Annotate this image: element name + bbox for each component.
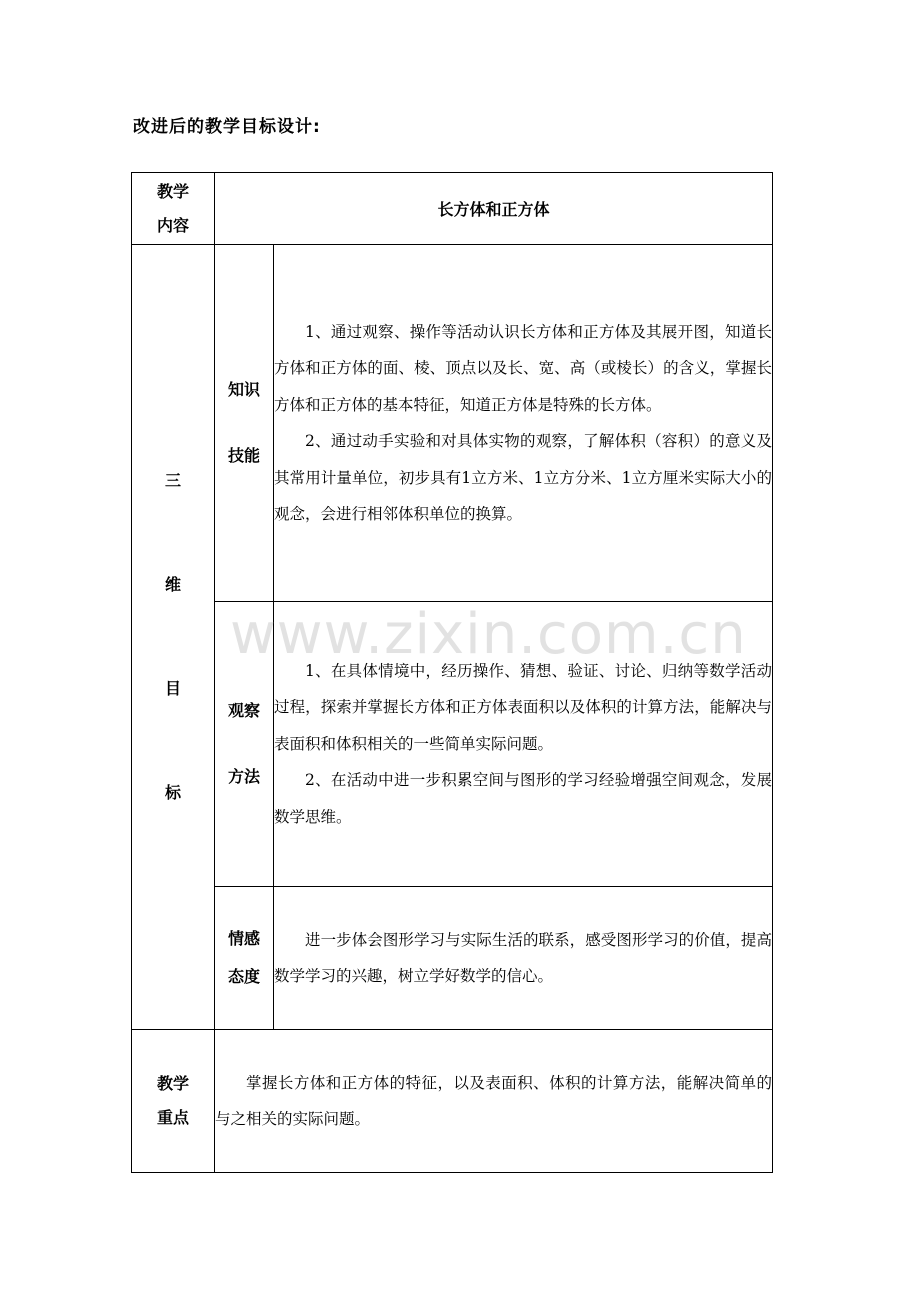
key-paragraph: 掌握长方体和正方体的特征，以及表面积、体积的计算方法，能解决简单的与之相关的实际问题。 — [215, 1073, 773, 1128]
attitude-paragraph-1: 进一步体会图形学习与实际生活的联系，感受图形学习的价值，提高数学学习的兴趣，树立学好数学的信心。 — [274, 930, 773, 985]
method-paragraph-2: 2、在活动中进一步积累空间与图形的学习经验增强空间观念，发展数学思维。 — [274, 771, 773, 826]
attitude-label-line-1: 情感 — [227, 929, 260, 948]
key-label-line-2: 重点 — [156, 1108, 189, 1127]
key-label-line-1: 教学 — [156, 1074, 189, 1093]
content-label-cell — [132, 173, 215, 245]
method-label-cell — [215, 602, 274, 887]
goals-label-char-2: 维 — [164, 575, 181, 594]
knowledge-label-line-2: 技能 — [227, 446, 260, 465]
knowledge-paragraph-2: 2、通过动手实验和对具体实物的观察，了解体积（容积）的意义及其常用计量单位，初步具有1立方米、1立方分米、1立方厘米实际大小的观念，会进行相邻体积单位的换算。 — [274, 432, 773, 523]
attitude-content — [274, 887, 773, 1030]
method-label-line-1: 观察 — [227, 701, 260, 720]
content-title: 长方体和正方体 — [215, 173, 773, 245]
attitude-label-line-2: 态度 — [227, 967, 260, 986]
method-paragraph-1: 1、在具体情境中，经历操作、猜想、验证、讨论、归纳等数学活动过程，探索并掌握长方体和正方体表面积以及体积的计算方法，能解决与表面积和体积相关的一些简单实际问题。 — [274, 661, 773, 753]
content-label-line-2: 内容 — [156, 215, 189, 235]
method-content — [274, 602, 773, 887]
goals-label-char-1: 三 — [164, 471, 181, 490]
key-content — [215, 1030, 773, 1173]
goals-label-cell — [132, 245, 215, 1030]
knowledge-paragraph-1: 1、通过观察、操作等活动认识长方体和正方体及其展开图，知道长方体和正方体的面、棱、顶点以及长、宽、高（或棱长）的含义，掌握长方体和正方体的基本特征，知道正方体是特殊的长方体。 — [274, 322, 773, 414]
content-label-line-1: 教学 — [156, 181, 189, 201]
goals-label-char-4: 标 — [164, 783, 181, 802]
knowledge-label-cell — [215, 245, 274, 602]
knowledge-content — [274, 245, 773, 602]
method-label-line-2: 方法 — [227, 767, 260, 786]
knowledge-label-line-1: 知识 — [227, 380, 260, 399]
goals-label-char-3: 目 — [164, 679, 181, 698]
key-label-cell — [132, 1030, 215, 1173]
page-heading: 改进后的教学目标设计: — [133, 117, 321, 137]
teaching-goal-table — [131, 172, 773, 1173]
watermark: www.zixin.com.cn — [230, 602, 747, 667]
attitude-label-cell — [215, 887, 274, 1030]
